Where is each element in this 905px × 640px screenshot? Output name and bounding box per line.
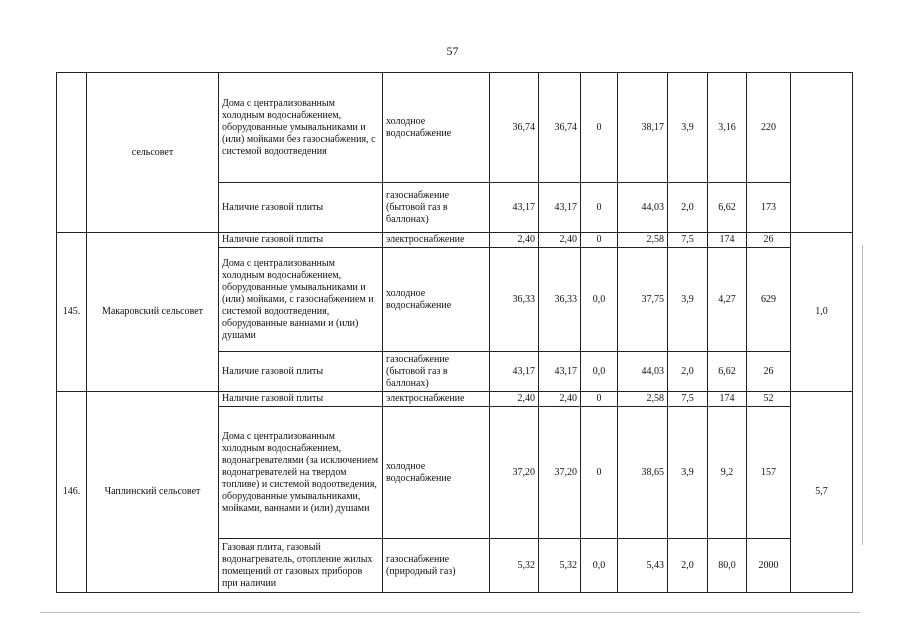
- tariff-table: [56, 72, 853, 593]
- utility-type: холодное водоснабжение: [383, 248, 490, 352]
- index-cell: [791, 73, 853, 233]
- value-cell: 38,65: [618, 407, 668, 539]
- settlement-name: Макаровский сельсовет: [87, 233, 219, 392]
- utility-type: холодное водоснабжение: [383, 407, 490, 539]
- value-cell: 9,2: [708, 407, 747, 539]
- value-cell: 5,32: [539, 539, 581, 593]
- value-cell: 26: [747, 352, 791, 392]
- value-cell: 37,20: [539, 407, 581, 539]
- value-cell: 2,40: [539, 233, 581, 248]
- row-number: 146.: [57, 392, 87, 593]
- value-cell: 43,17: [490, 183, 539, 233]
- value-cell: 0: [581, 392, 618, 407]
- value-cell: 2,0: [668, 539, 708, 593]
- table-row: [57, 392, 853, 407]
- value-cell: 0,0: [581, 248, 618, 352]
- value-cell: 2000: [747, 539, 791, 593]
- utility-type: холодное водоснабжение: [383, 73, 490, 183]
- utility-type: газоснабжение (бытовой газ в баллонах): [383, 183, 490, 233]
- consumption-description: Газовая плита, газовый водонагреватель, отопление жилых помещений от газовых приборов при наличии: [219, 539, 383, 593]
- scan-artifact-line: [862, 245, 863, 545]
- row-number: 145.: [57, 233, 87, 392]
- table-row: [57, 233, 853, 248]
- value-cell: 3,9: [668, 407, 708, 539]
- value-cell: 0,0: [581, 352, 618, 392]
- value-cell: 629: [747, 248, 791, 352]
- value-cell: 43,17: [490, 352, 539, 392]
- value-cell: 6,62: [708, 183, 747, 233]
- utility-type: газоснабжение (бытовой газ в баллонах): [383, 352, 490, 392]
- consumption-description: Дома с централизованным холодным водоснабжением, оборудованные умывальниками и (или) мойками, с газоснабжением и системой водоотведения, оборудованные ваннами и (или) душами: [219, 248, 383, 352]
- utility-type: электроснабжение: [383, 392, 490, 407]
- value-cell: 7,5: [668, 392, 708, 407]
- value-cell: 2,0: [668, 183, 708, 233]
- scan-artifact-line: [40, 612, 860, 613]
- value-cell: 36,33: [490, 248, 539, 352]
- value-cell: 26: [747, 233, 791, 248]
- settlement-name: Чаплинский сельсовет: [87, 392, 219, 593]
- value-cell: 37,20: [490, 407, 539, 539]
- value-cell: 43,17: [539, 183, 581, 233]
- consumption-description: Дома с централизованным холодным водоснабжением, оборудованные умывальниками и (или) мойками без газоснабжения, с системой водоотведения: [219, 73, 383, 183]
- value-cell: 2,0: [668, 352, 708, 392]
- value-cell: 37,75: [618, 248, 668, 352]
- value-cell: 3,9: [668, 248, 708, 352]
- value-cell: 80,0: [708, 539, 747, 593]
- value-cell: 4,27: [708, 248, 747, 352]
- page-number: 57: [446, 44, 459, 58]
- value-cell: 157: [747, 407, 791, 539]
- value-cell: 6,62: [708, 352, 747, 392]
- settlement-name: сельсовет: [87, 73, 219, 233]
- value-cell: 2,40: [490, 392, 539, 407]
- value-cell: 0: [581, 233, 618, 248]
- consumption-description: Наличие газовой плиты: [219, 183, 383, 233]
- consumption-description: Наличие газовой плиты: [219, 352, 383, 392]
- consumption-description: Наличие газовой плиты: [219, 233, 383, 248]
- value-cell: 7,5: [668, 233, 708, 248]
- value-cell: 43,17: [539, 352, 581, 392]
- row-number-cell: [57, 73, 87, 233]
- value-cell: 44,03: [618, 183, 668, 233]
- value-cell: 2,40: [539, 392, 581, 407]
- value-cell: 174: [708, 233, 747, 248]
- value-cell: 173: [747, 183, 791, 233]
- value-cell: 36,74: [490, 73, 539, 183]
- value-cell: 36,74: [539, 73, 581, 183]
- value-cell: 220: [747, 73, 791, 183]
- value-cell: 3,9: [668, 73, 708, 183]
- value-cell: 0,0: [581, 539, 618, 593]
- index-value: 1,0: [791, 233, 853, 392]
- table-row: [57, 73, 853, 183]
- value-cell: 5,32: [490, 539, 539, 593]
- utility-type: газоснабжение (природный газ): [383, 539, 490, 593]
- value-cell: 5,43: [618, 539, 668, 593]
- value-cell: 36,33: [539, 248, 581, 352]
- value-cell: 2,58: [618, 233, 668, 248]
- value-cell: 0: [581, 407, 618, 539]
- consumption-description: Дома с централизованным холодным водоснабжением, водонагревателями (за исключением водонагревателей на твердом топливе) и системой водоотведения, оборудованные умывальниками, мойками, ваннами и (или) душами: [219, 407, 383, 539]
- value-cell: 3,16: [708, 73, 747, 183]
- value-cell: 174: [708, 392, 747, 407]
- value-cell: 2,58: [618, 392, 668, 407]
- value-cell: 44,03: [618, 352, 668, 392]
- consumption-description: Наличие газовой плиты: [219, 392, 383, 407]
- value-cell: 38,17: [618, 73, 668, 183]
- utility-type: электроснабжение: [383, 233, 490, 248]
- value-cell: 0: [581, 183, 618, 233]
- value-cell: 52: [747, 392, 791, 407]
- value-cell: 0: [581, 73, 618, 183]
- index-value: 5,7: [791, 392, 853, 593]
- value-cell: 2,40: [490, 233, 539, 248]
